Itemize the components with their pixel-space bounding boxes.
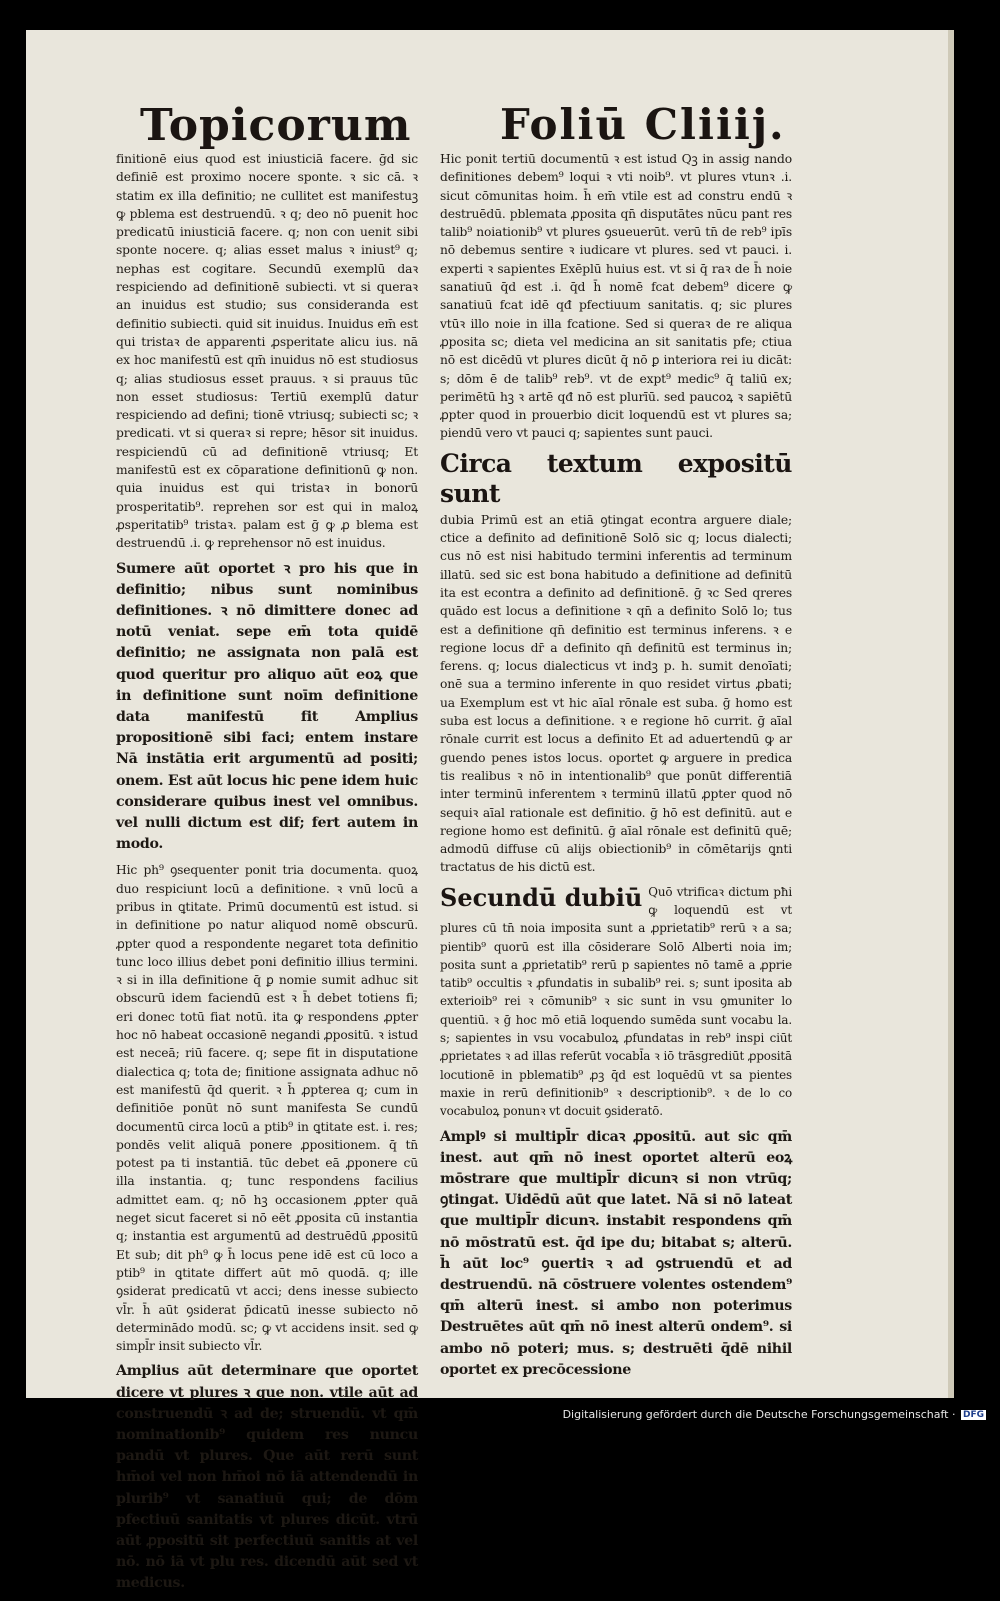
- page-edge: [948, 30, 954, 1398]
- right-paragraph-3: Quō vtrificaꝛ dictum pħi ꝙ loquendū est vt plures cū tn̄ noia imposita sunt a ꝓprietatib⁹ rerū ꝛ a sa; pientib⁹ quorū est illa cōsiderare Solō Alberti noia im; posita sunt a ꝓprietatib⁹ rerū p sapientes nō tamē a ꝓprie tatib⁹ occultis ꝛ ꝓfundatis in subalib⁹ rei. s; sunt iposita ab exterioib⁹ rei ꝛ cōmunib⁹ ꝛ sic sunt in vsu ꝯmuniter lo quentiū. ꝛ ḡ hoc mō etiā loquendo sumēda sunt vocabu la. s; sapientes in vsu vocabuloꝝ ꝓfundatas in reb⁹ inspi ciūt ꝓprietates ꝛ ad illas referūt vocabl̄a ꝛ iō trāsgrediūt ꝓpositā locutionē in pblematib⁹ ꝓꝫ q̄d est loquēdū vt sa pientes maxie in rerū definitionib⁹ ꝛ descriptionib⁹. ꝛ de lo co vocabuloꝝ ponunꝛ vt docuit ꝯsideratō.: [440, 884, 792, 1119]
- secundum-block: [440, 883, 792, 1121]
- right-paragraph-2: dubia Primū est an etiā ꝯtingat econtra arguere diale; ctice a definito ad definitionē Solō sic q; locus dialecti; cus nō est nisi habitudo termini inferentis ad terminum illatū. sed sic est bona habitudo a definitione ad definitū ita est econtra a definito ad definitionē. ḡ ꝛc Sed qreres quādo est locus a definitione ꝛ qn̄ a definito Solō lo; tus est a definitione qn̄ definitio est terminus inferens. ꝛ e regione locus dr̄ a definito qn̄ definitū est terminus in; ferens. q; locus dialecticus vt indꝫ p. h. sumit denoīati; onē sua a termino inferente in quo residet virtus ꝓbati; ua Exemplum est vt hic aīal rōnale est suba. ḡ homo est suba est locus a definitione. ꝛ e regione hō currit. ḡ aīal rōnale currit est locus a definito Et ad aduertendū ꝙ ar guendo penes istos locus. oportet ꝙ arguere in predica tis realibus ꝛ nō in intentionalib⁹ que ponūt differentiā inter terminū inferentem ꝛ terminū illatū ꝓpter quod nō sequiꝛ aīal rationale est definitio. ḡ hō est definitū. aut e regione homo est definitū. ḡ aīal rōnale est definitū quē; admodū diffuse cū alijs obiectionib⁹ in cōmētarijs ꝗnti tractatus de his dictū est.: [440, 512, 792, 875]
- right-column: [440, 150, 792, 1387]
- left-paragraph-4: Amplius aūt determinare que oportet dicere vt plures ꝛ que non. vtile aūt ad construendū ꝛ ad de; struendū. vt qm̄ nominationib⁹ quidem res nuncu pandū vt plures. Que aūt rerū sunt hm̄oi vel non hm̄oi nō iā attendendū in plurib⁹ vt sanatiuū qui; de dōm pfectiuū sanitatis vt plures dicūt. vtrū aūt ꝓpositū sit perfectiuū sanitis at vel nō. nō iā vt plu res. dicendū aūt sed vt medicus.: [116, 1363, 418, 1592]
- digitization-credit: [563, 1408, 986, 1421]
- credit-text: Digitalisierung gefördert durch die Deutsche Forschungsgemeinschaft ·: [562, 1408, 956, 1421]
- right-paragraph-1: Hic ponit tertiū documentū ꝛ est istud Qꝫ in assig nando definitiones debem⁹ loqui ꝛ vti noib⁹. vt plures vtunꝛ .i. sicut cōmunitas hoim. h̄ em̄ vtile est ad constru endū ꝛ destruēdū. pblemata ꝓposita qn̄ disputātes nūcu pant res talib⁹ noiationib⁹ vt plures ꝯsueuerūt. verū tn̄ de reb⁹ ipīs nō debemus sentire ꝛ iudicare vt plures. sed vt pauci. i. experti ꝛ sapientes Exēplū huius est. vt si q̄ raꝛ de h̄ noie sanatiuū q̄d est .i. q̄d h̄ nomē fcat debem⁹ dicere ꝙ sanatiuū fcat idē qđ pfectiuum sanitatis. q; sic plures vtūꝛ illo noie in illa fcatione. Sed si queraꝛ de re aliqua ꝓposita sc; dieta vel medicina an sit sanitatis pfe; ctiua nō est dicēdū vt plures dicūt q̄ nō ꝑ interiora rei iu dicāt: s; dōm ē de talib⁹ reb⁹. vt de expt⁹ medic⁹ q̄ taliū ex; perimētū hꝫ ꝛ artē qđ nō est plurīū. sed paucoꝝ ꝛ sapiētū ꝓpter quod in prouerbio dicit loquendū est vt plures sa; piendū vero vt pauci q; sapientes sunt pauci.: [440, 152, 792, 441]
- dfg-logo: DFG: [962, 1410, 984, 1420]
- right-paragraph-4: Amplꝰ si multipl̄r dicaꝛ ꝓpositū. aut sic qm̄ inest. aut qm̄ nō inest oportet alterū eoꝝ mōstrare que multipl̄r dicunꝛ si non vtrūq; ꝯtingat. Uidēdū aūt que latet. Nā si nō lateat que multipl̄r dicunꝛ. instabit respondens qm̄ nō mōstratū est. q̄d ipe du; bitabat s; alterū. h̄ aūt loc⁹ ꝯuertiꝛ ꝛ ad ꝯstruendū et ad destruendū. nā cōstruere volentes ostendem⁹ qm̄ alterū inest. si ambo non poterimus Destruētes aūt qm̄ nō inest alterū ondem⁹. si ambo nō poteri; mus. s; destruēti q̄dē nihil oportet ex precōcessione: [440, 1128, 792, 1378]
- section-heading-secundum: Secundū dubiū: [440, 882, 643, 912]
- left-paragraph-1: finitionē eius quod est iniusticiā facere. ḡd sic definiē est proximo nocere sponte. ꝛ sic cā. ꝛ statim ex illa definitio; ne cullitet est manifestuꝫ ꝙ pblema est destruendū. ꝛ q; deo nō puenit hoc predicatū iniusticiā facere. q; non con uenit sibi sponte nocere. q; alias esset malus ꝛ iniust⁹ q; nephas est cogitare. Secundū exemplū daꝛ respiciendo ad definitionē subiecti. vt si queraꝛ an inuidus est studio; sus consideranda est definitio subiecti. quid sit inuidus. Inuidus em̄ est qui tristaꝛ de apparenti ꝓsperitate alicu ius. nā ex hoc manifestū est qm̄ inuidus nō est studiosus q; alias studiosus esset prauus. ꝛ si prauus tūc non esset studiosus: Tertiū exemplū datur respiciendo ad defini; tionē vtriusq; subiecti sc; ꝛ predicati. vt si queraꝛ si repre; hēsor sit inuidus. respiciendū cū ad definitionē vtriusq; Et manifestū est ex cōparatione definitionū ꝙ non. quia inuidus est qui tristaꝛ in bonorū prosperitatib⁹. reprehen sor est qui in maloꝝ ꝓsperitatib⁹ tristaꝛ. palam est ḡ ꝙ ꝓ blema est destruendū .i. ꝙ reprehensor nō est inuidus.: [116, 152, 418, 551]
- left-paragraph-2: Sumere aūt oportet ꝛ pro his que in definitio; nibus sunt nominibus definitiones. ꝛ nō dimittere donec ad notū veniat. sepe em̄ tota quidē definitio; ne assignata non palā est quod queritur pro aliquo aūt eoꝝ que in definitione sunt noīm definitione data manifestū fit Amplius propositionē sibi faci; entem instare Nā instātia erit argumentū ad positi; onem. Est aūt locus hic pene idem huic considerare quibus inest vel omnibus. vel nulli dictum est dif; fert autem in modo.: [116, 560, 418, 853]
- left-paragraph-3: Hic ph⁹ ꝯsequenter ponit tria documenta. quoꝝ duo respiciunt locū a definitione. ꝛ vnū locū a pribus in ꝗtitate. Primū documentū est istud. si in definitione po natur aliquod nomē obscurū. ꝓpter quod a respondente negaret tota definitio tunc loco illius debet poni definitio illius termini. ꝛ si in illa definitione q̄ ꝑ nomie sumit adhuc sit obscurū idem faciendū est ꝛ h̄ debet totiens fi; eri donec totū fiat notū. ita ꝙ respondens ꝓpter hoc nō habeat occasionē negandi ꝓpositū. ꝛ istud est neceā; riū facere. q; sepe fit in disputatione dialectica q; tota de; finitione assignata adhuc nō est manifestū q̄d querit. ꝛ h̄ ꝓpterea q; cum in definitiōe ponūt nō sunt manifesta Se cundū documentū circa locū a ptib⁹ in ꝗtitate est. i. res; pondēs velit aliquā ponere ꝓpositionem. q̄ tn̄ potest pa ti instantiā. tūc debet eā ꝓponere cū illa instantia. q; tunc respondens facilius admittet eam. q; nō hꝫ occasionem ꝓpter quā neget sicut faceret si nō eēt ꝓposita cū instantia q; instantia est argumentū ad destruēdū ꝓpositū Et sub; dit ph⁹ ꝙ h̄ locus pene idē est cū loco a ptib⁹ in ꝗtitate differt aūt mō quodā. q; ille ꝯsiderat predicatū vt acci; dens inesse subiecto vl̄r. h̄ aūt ꝯsiderat p̄dicatū inesse subiecto nō determinādo modū. sc; ꝙ vt accidens insit. sed ꝙ simpl̄r insit subiecto vl̄r.: [116, 863, 418, 1354]
- running-title-left: Topicorum: [140, 100, 412, 151]
- folio-number: Foliū Cliiij.: [500, 100, 786, 149]
- section-heading-circa: Circa textum expositū sunt: [440, 448, 792, 508]
- left-column: [116, 150, 418, 1601]
